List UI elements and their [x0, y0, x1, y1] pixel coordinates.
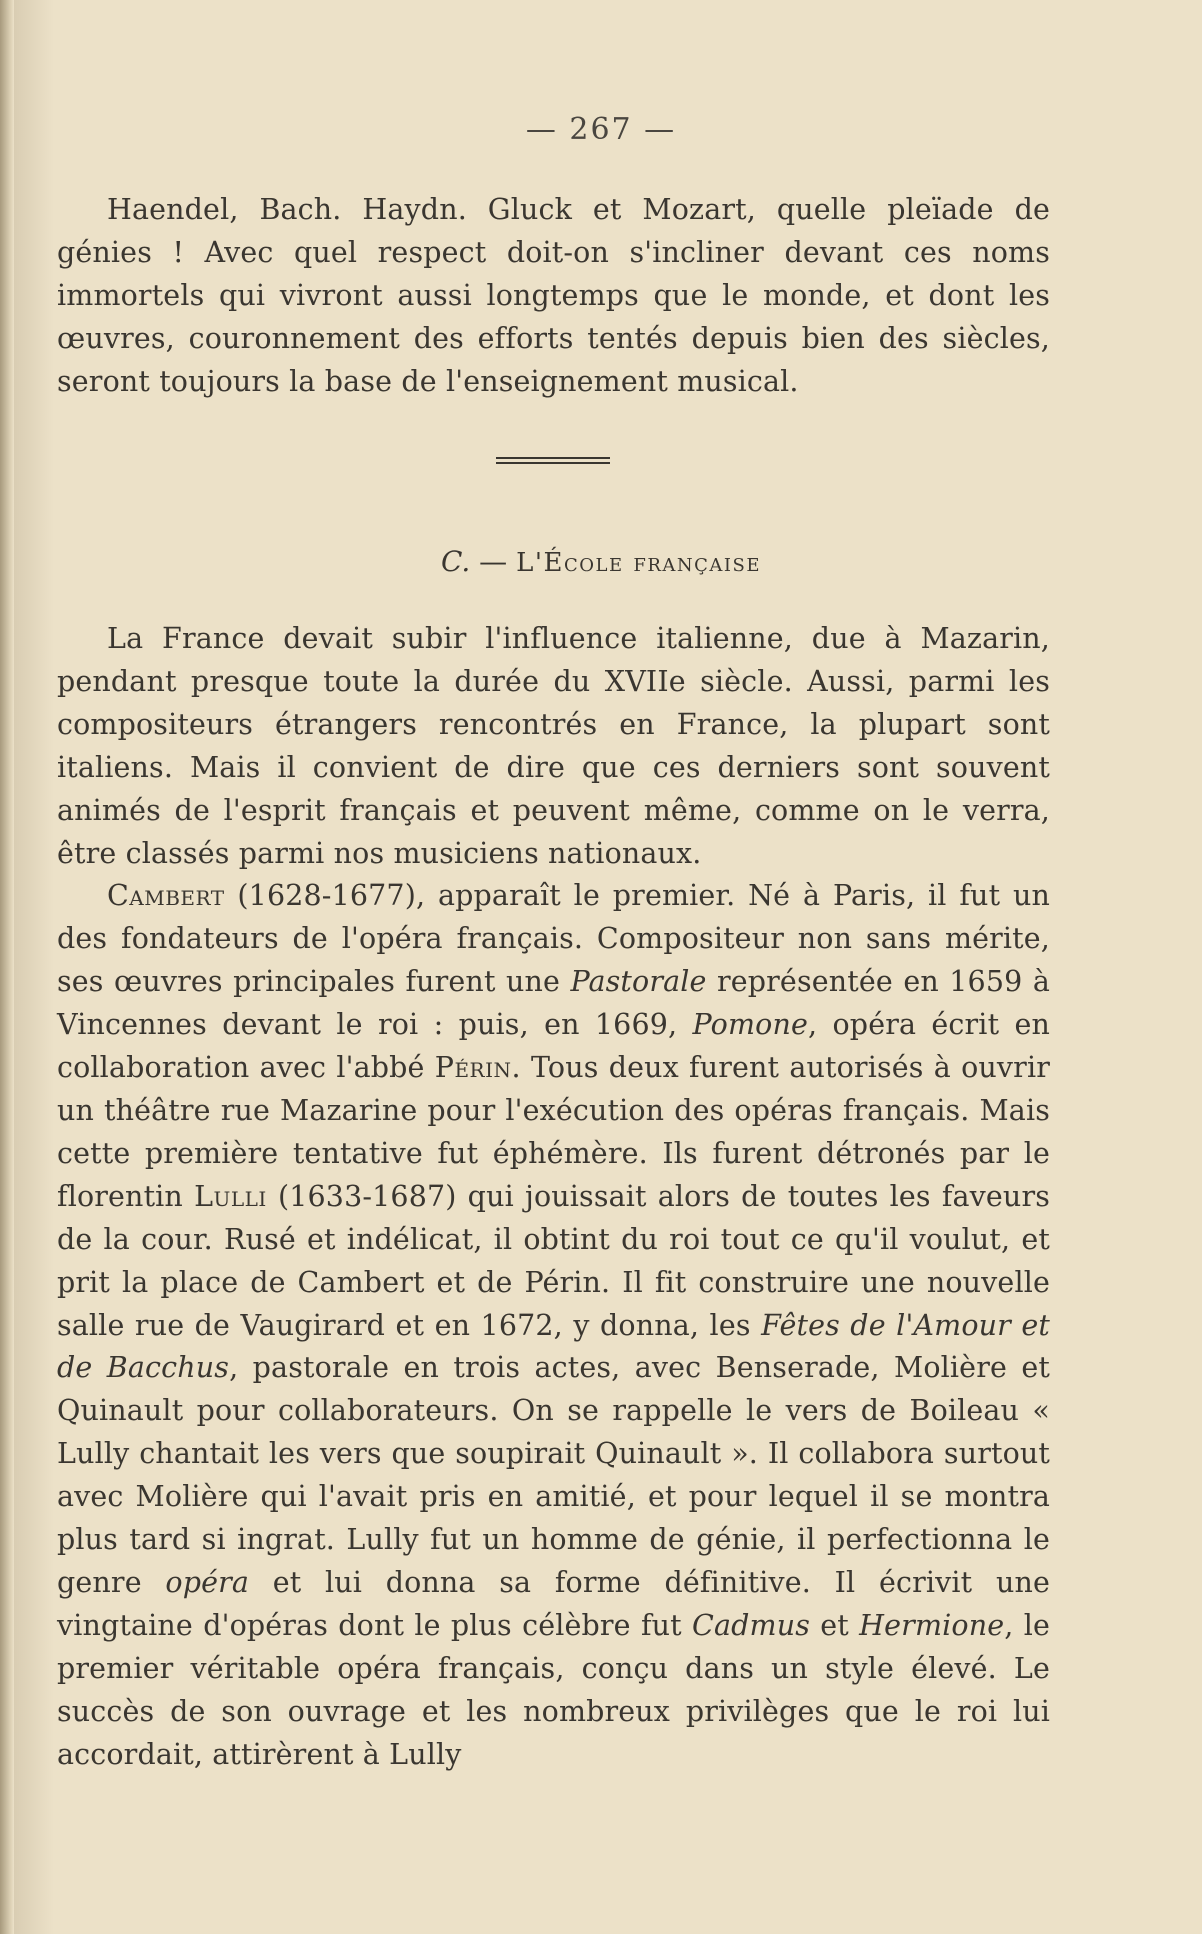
paragraph-france: La France devait subir l'influence italienne, due à Mazarin, pendant presque toute la durée du XVIIe siècle. Aussi, parmi les compositeurs étrangers rencontrés en France, la plupart sont italiens. Mais il convient de dire que ces derniers sont souvent animés de l'esprit français et peuvent même, comme on le verra, être classés parmi nos musiciens nationaux.: [57, 622, 1050, 870]
work-title-fetes: Fêtes de l'Amour et de Bacchus: [57, 1308, 1050, 1385]
name-lulli: Lulli: [194, 1179, 267, 1213]
text-run: (1628-1677), apparaît le premier. Né à Paris, il fut un des fondateurs de l'opéra français. Compositeur non sans mérite, ses œuvres principales furent une: [57, 879, 1050, 999]
intro-paragraph: [57, 189, 1050, 404]
page-number: — 267 —: [525, 112, 677, 147]
term-opera: opéra: [165, 1565, 250, 1599]
paragraph-cambert: [57, 875, 1050, 1776]
name-cambert: Cambert: [107, 879, 225, 913]
text-run: représentée en 1659 à Vincennes devant le roi : puis, en 1669,: [57, 965, 1050, 1042]
text-run: , opéra écrit en collaboration avec l'abbé: [57, 1008, 1050, 1085]
intro-paragraph-text: Haendel, Bach. Haydn. Gluck et Mozart, quelle pleïade de génies ! Avec quel respect doit-on s'incliner devant ces noms immortels qui vivront aussi longtemps que le monde, et dont les œuvres, couronnement des efforts tentés depuis bien des siècles, seront toujours la base de l'enseignement musical.: [57, 193, 1050, 398]
work-title-pomone: Pomone: [692, 1008, 808, 1042]
page-gutter-shadow: [14, 0, 54, 1934]
work-title-hermione: Hermione: [859, 1608, 1005, 1642]
section-letter: C.: [440, 545, 471, 578]
text-run: . Tous deux furent autorisés à ouvrir un théâtre rue Mazarine pour l'exécution des opéras français. Mais cette première tentative fut éphémère. Ils furent détronés par le florentin: [57, 1051, 1050, 1213]
text-run: et lui donna sa forme définitive. Il écrivit une vingtaine d'opéras dont le plus célèbre fut: [57, 1565, 1050, 1642]
text-run: , pastorale en trois actes, avec Benserade, Molière et Quinault pour collaborateurs. On se rappelle le vers de Boileau « Lully chantait les vers que soupirait Quinault ». Il collabora surtout avec Molière qui l'avait pris en amitié, et pour lequel il se montra plus tard si ingrat. Lully fut un homme de génie, il perfectionna le genre: [57, 1351, 1050, 1599]
section-heading: [0, 545, 1202, 578]
name-perin: Périn: [434, 1051, 512, 1085]
page-binding-edge: [0, 0, 14, 1934]
body-text: [57, 618, 1050, 1776]
text-run: (1633-1687) qui jouissait alors de toutes les faveurs de la cour. Rusé et indélicat, il obtint du roi tout ce qu'il voulut, et prit la place de Cambert et de Périn. Il fit construire une nouvelle salle rue de Vaugirard et en 1672, y donna, les: [57, 1179, 1050, 1342]
work-title-cadmus: Cadmus: [692, 1608, 810, 1642]
section-separator-rule: [496, 457, 610, 464]
work-title-pastorale: Pastorale: [570, 965, 707, 999]
text-run: et: [810, 1608, 860, 1642]
text-run: , le premier véritable opéra français, conçu dans un style élevé. Le succès de son ouvrage et les nombreux privilèges que le roi lui accordait, attirèrent à Lully: [57, 1608, 1050, 1771]
section-title: L'École française: [516, 548, 762, 578]
section-dash: —: [470, 545, 517, 578]
